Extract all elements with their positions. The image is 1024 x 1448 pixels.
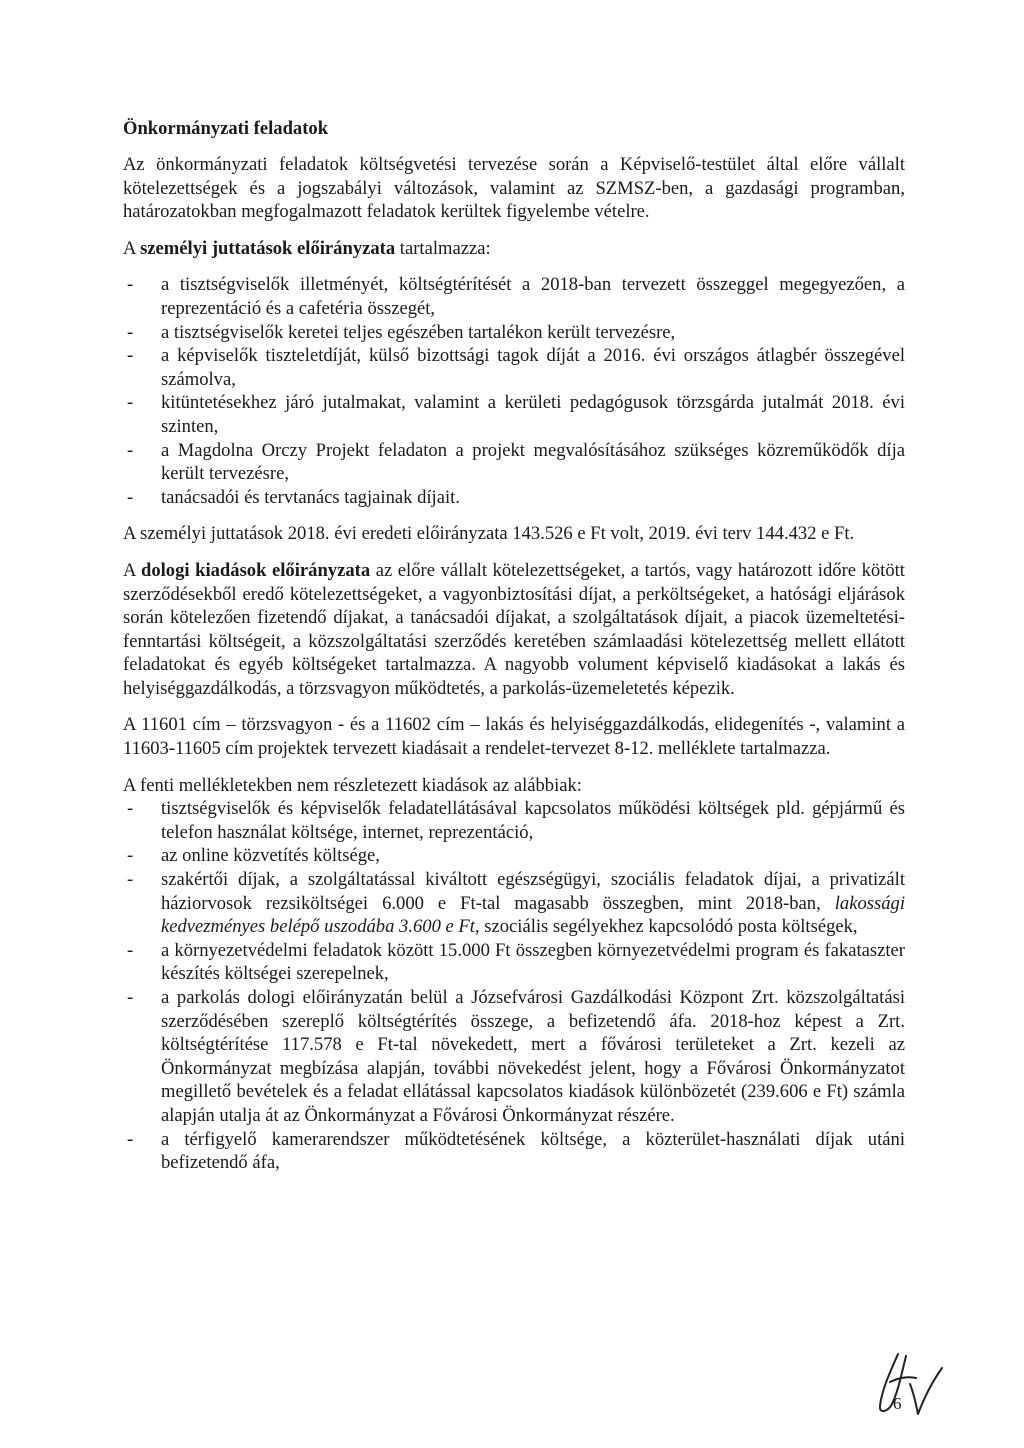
other-list: [123, 797, 905, 1175]
list-item: - tanácsadói és tervtanács tagjainak díjait.: [123, 486, 905, 510]
list-item: - a képviselők tiszteletdíját, külső bizottsági tagok díját a 2016. évi országos átlagbér összegével számolva,: [123, 344, 905, 391]
personal-summary: A személyi juttatások 2018. évi eredeti előirányzata 143.526 e Ft volt, 2019. évi terv 144.432 e Ft.: [123, 523, 855, 545]
personal-list: [123, 273, 905, 509]
titles-paragraph: A 11601 cím – törzsvagyon - és a 11602 cím – lakás és helyiséggazdálkodás, elidegenítés -, valamint a 11603-11605 cím projektek tervezett kiadásait a rendelet-tervezet 8-12. melléklete tartalmazza.: [123, 714, 905, 760]
section-heading: Önkormányzati feladatok: [123, 118, 329, 139]
italic-phrase: lakossági kedvezményes belépő uszodába 3.600 e Ft,: [161, 892, 905, 938]
list-item: - a környezetvédelmi feladatok között 15.000 Ft összegben környezetvédelmi program és fakataszter készítés költségei szerepelnek,: [123, 939, 905, 986]
personal-lead: A személyi juttatások előirányzata tartalmazza:: [123, 237, 491, 259]
signature-initials: [868, 1348, 948, 1420]
list-item: - a térfigyelő kamerarendszer működtetésének költsége, a közterület-használati díjak utáni befizetendő áfa,: [123, 1128, 905, 1175]
list-item: - szakértői díjak, a szolgáltatással kiváltott egészségügyi, szociális feladatok díjai, a privatizált háziorvosok rezsiköltségei 6.000 e Ft-tal magasabb összegben, mint 2018-ban, lakossági kedvezményes belépő uszodába 3.600 e Ft, szociális segélyekhez kapcsolódó posta költségek,: [123, 868, 905, 939]
list-item: - a parkolás dologi előirányzatán belül a Józsefvárosi Gazdálkodási Központ Zrt. közszolgáltatási szerződésében szereplő költségtérítés összege, a befizetendő áfa. 2018-hoz képest a Zrt. költségtérítése 117.578 e Ft-tal növekedett, mert a fővárosi területeket a Zrt. kezeli az Önkormányzat megbízása alapján, további növekedést jelent, hogy a Fővárosi Önkormányzatot megillető bevételek és a feladat ellátással kapcsolatos kiadások különbözetét (239.606 e Ft) számla alapján utalja át az Önkormányzat a Fővárosi Önkormányzat részére.: [123, 986, 905, 1128]
list-item: - a tisztségviselők illetményét, költségtérítését a 2018-ban tervezett összeggel megegyezően, a reprezentáció és a cafetéria összegét,: [123, 273, 905, 320]
list-item: - tisztségviselők és képviselők feladatellátásával kapcsolatos működési költségek pld. gépjármű és telefon használat költsége, internet, reprezentáció,: [123, 797, 905, 844]
document-page: [123, 117, 905, 1175]
other-lead: A fenti mellékletekben nem részletezett kiadások az alábbiak:: [123, 774, 582, 796]
list-item: - az online közvetítés költsége,: [123, 844, 905, 868]
page-number: 6: [893, 1394, 902, 1413]
material-paragraph: A dologi kiadások előirányzata az előre vállalt kötelezettségeket, a tartós, vagy határozott időre kötött szerződésekből eredő kötelezettségeket, a vagyonbiztosítási díjat, a perköltségeket, a hatósági eljárások során kötelezően fizetendő díjakat, a tanácsadói díjakat, a szolgáltatások díjait, a piacok üzemeltetési-fenntartási költségeit, a közszolgáltatási szerződés keretében számlaadási kötelezettség mellett ellátott feladatokat és egyéb költségeket tartalmazza. A nagyobb volument képviselő kiadásokat a lakás és helyiséggazdálkodás, a törzsvagyon működtetés, a parkolás-üzemeletetés képezik.: [123, 559, 905, 699]
list-item: - a tisztségviselők keretei teljes egészében tartalékon került tervezésre,: [123, 321, 905, 345]
list-item: - kitüntetésekhez járó jutalmakat, valamint a kerületi pedagógusok törzsgárda jutalmát 2018. évi szinten,: [123, 391, 905, 438]
intro-paragraph: Az önkormányzati feladatok költségvetési tervezése során a Képviselő-testület által előre vállalt kötelezettségek és a jogszabályi változások, valamint az SZMSZ-ben, a gazdasági programban, határozatokban megfogalmazott feladatok kerültek figyelembe vételre.: [123, 154, 905, 223]
personal-term: személyi juttatások előirányzata: [140, 237, 396, 259]
list-item: - a Magdolna Orczy Projekt feladaton a projekt megvalósításához szükséges közreműködők díja került tervezésre,: [123, 439, 905, 486]
material-term: dologi kiadások előirányzata: [140, 559, 371, 581]
